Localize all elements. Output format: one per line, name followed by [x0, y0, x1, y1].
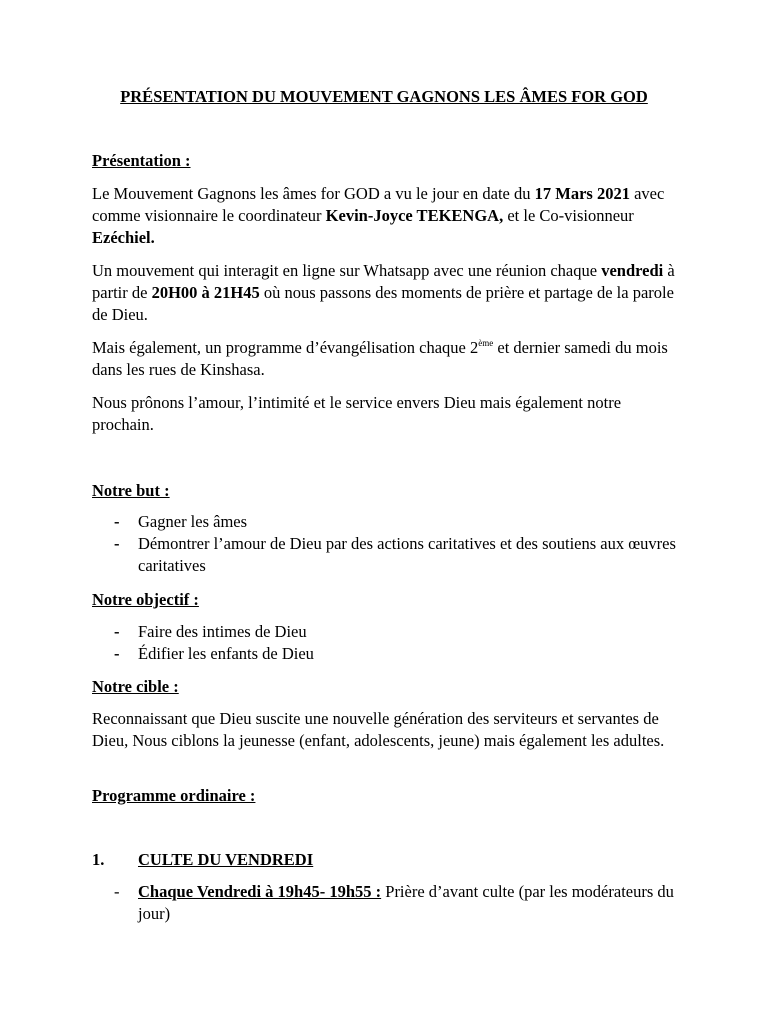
but-list — [92, 511, 682, 577]
covisionary-name: Ezéchiel. — [92, 228, 155, 247]
presentation-paragraph-3 — [92, 337, 682, 381]
list-item: - Démontrer l’amour de Dieu par des actions caritatives et des soutiens aux œuvres caritatives — [92, 533, 682, 577]
meeting-day: vendredi — [601, 261, 664, 280]
text-run: Mais également, un programme d’évangélisation chaque 2 — [92, 338, 479, 357]
schedule-description: Prière d’avant culte (par les modérateurs du jour) — [138, 882, 674, 923]
presentation-paragraph-2 — [92, 260, 682, 326]
text-run: Un mouvement qui interagit en ligne sur Whatsapp avec une réunion chaque — [92, 261, 602, 280]
values-text: Nous prônons l’amour, l’intimité et le service envers Dieu mais également notre prochain. — [92, 393, 622, 434]
section-number: 1. — [92, 850, 105, 869]
section-title: CULTE DU VENDREDI — [138, 850, 314, 869]
schedule-item — [92, 881, 682, 925]
heading-programme-ordinaire: Programme ordinaire : — [92, 786, 256, 805]
coordinator-name: Kevin-Joyce TEKENGA, — [325, 206, 504, 225]
meeting-time: 20H00 à 21H45 — [151, 283, 260, 302]
text-run: et le Co-visionneur — [503, 206, 634, 225]
objectif-list — [92, 621, 682, 665]
text-run: où nous passons des moments de prière et partage de la parole de Dieu. — [92, 283, 674, 324]
founding-date: 17 Mars 2021 — [534, 184, 630, 203]
heading-notre-but: Notre but : — [92, 481, 170, 500]
presentation-paragraph-1 — [92, 183, 682, 249]
heading-presentation: Présentation : — [92, 151, 191, 170]
list-item: - Faire des intimes de Dieu — [92, 621, 682, 643]
list-item: - Édifier les enfants de Dieu — [92, 643, 682, 665]
schedule-time: Chaque Vendredi à 19h45- 19h55 : — [138, 882, 382, 901]
list-item: - Gagner les âmes — [92, 511, 682, 533]
section-culte-du-vendredi — [92, 849, 313, 871]
heading-notre-objectif: Notre objectif : — [92, 590, 199, 609]
page-title: PRÉSENTATION DU MOUVEMENT GAGNONS LES ÂMES FOR GOD — [120, 87, 648, 106]
text-run: Le Mouvement Gagnons les âmes for GOD a vu le jour en date du — [92, 184, 535, 203]
text-run: à partir de — [92, 261, 675, 302]
presentation-paragraph-4 — [92, 392, 682, 436]
cible-paragraph — [92, 708, 682, 752]
text-run: et dernier samedi du mois dans les rues de Kinshasa. — [92, 338, 668, 379]
text-run: avec comme visionnaire le coordinateur — [92, 184, 665, 225]
heading-notre-cible: Notre cible : — [92, 677, 179, 696]
schedule-list — [92, 881, 682, 925]
cible-text: Reconnaissant que Dieu suscite une nouvelle génération des serviteurs et servantes de Dieu, Nous ciblons la jeunesse (enfant, adolescents, jeune) mais également les adultes. — [92, 709, 665, 750]
ordinal-superscript: ème — [478, 338, 494, 348]
